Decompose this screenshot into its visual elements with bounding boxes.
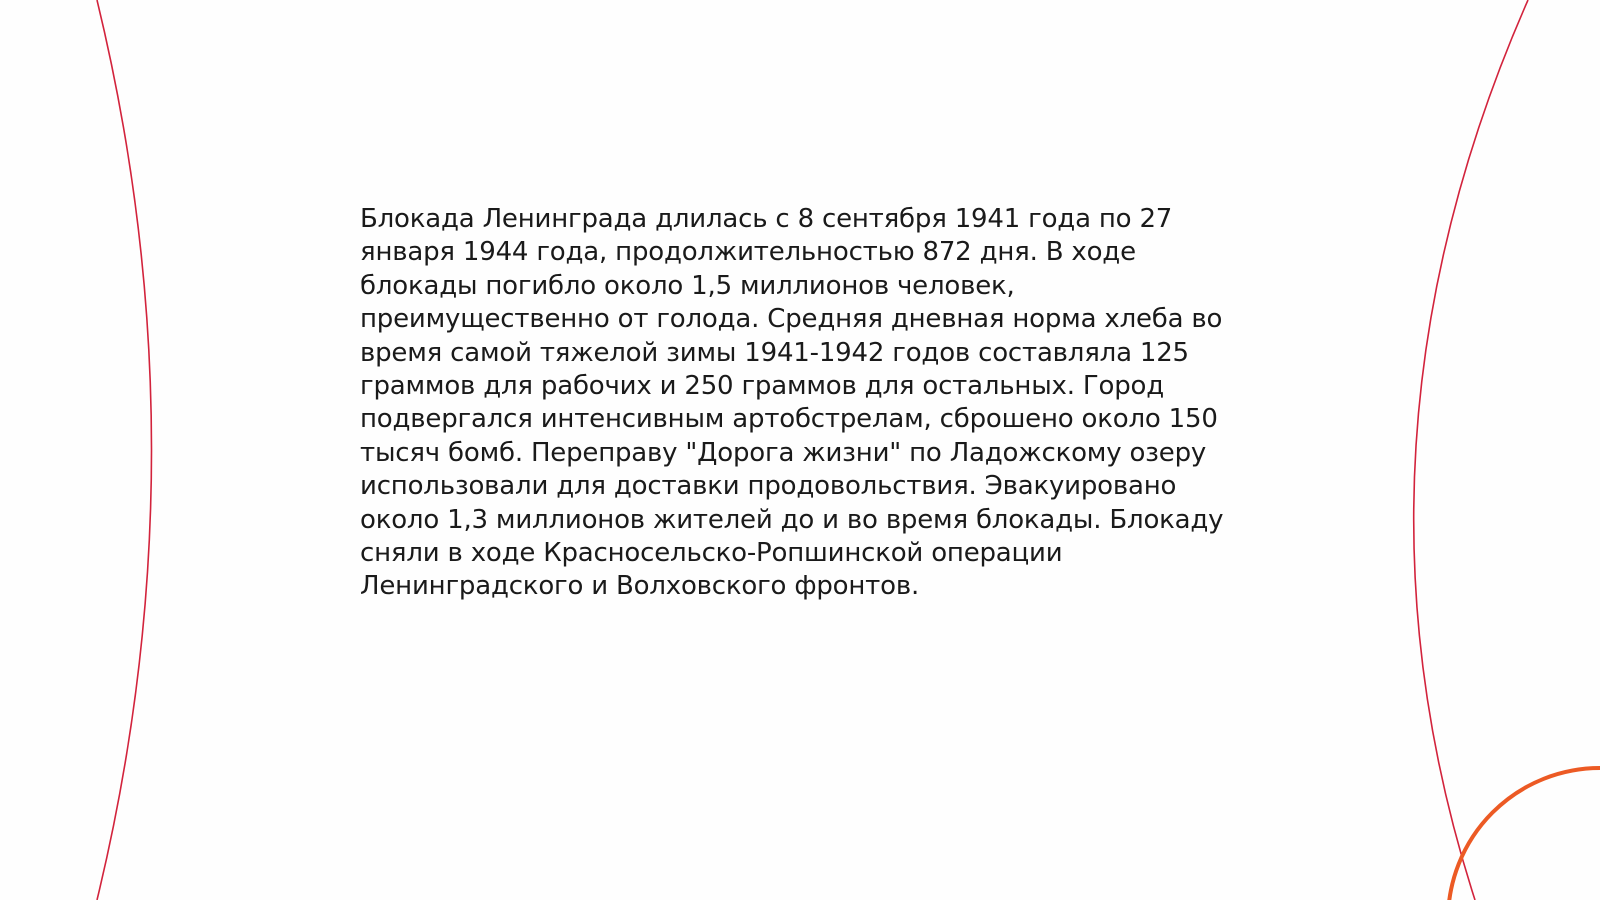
- paragraph-line: использовали для доставки продовольствия. Эвакуировано: [360, 471, 1177, 502]
- paragraph-line: Ленинградского и Волховского фронтов.: [360, 571, 920, 602]
- paragraph-line: блокады погибло около 1,5 миллионов человек,: [360, 270, 1015, 301]
- paragraph-line: граммов для рабочих и 250 граммов для остальных. Город: [360, 371, 1164, 402]
- paragraph-line: подвергался интенсивным артобстрелам, сброшено около 150: [360, 404, 1218, 435]
- paragraph-line: сняли в ходе Красносельско-Ропшинской операции: [360, 538, 1063, 569]
- left-curve-line: [97, 0, 152, 900]
- paragraph-line: тысяч бомб. Переправу "Дорога жизни" по Ладожскому озеру: [360, 437, 1207, 468]
- paragraph-line: время самой тяжелой зимы 1941-1942 годов составляла 125: [360, 337, 1189, 368]
- blockade-paragraph: [360, 203, 1240, 604]
- paragraph-line: Блокада Ленинграда длилась с 8 сентября 1941 года по 27: [360, 204, 1173, 234]
- right-curve-line: [1414, 0, 1528, 900]
- corner-arc: [1448, 768, 1600, 900]
- paragraph-line: преимущественно от голода. Средняя дневная норма хлеба во: [360, 304, 1223, 335]
- paragraph-line: около 1,3 миллионов жителей до и во время блокады. Блокаду: [360, 504, 1224, 535]
- paragraph-line: января 1944 года, продолжительностью 872 дня. В ходе: [360, 237, 1136, 268]
